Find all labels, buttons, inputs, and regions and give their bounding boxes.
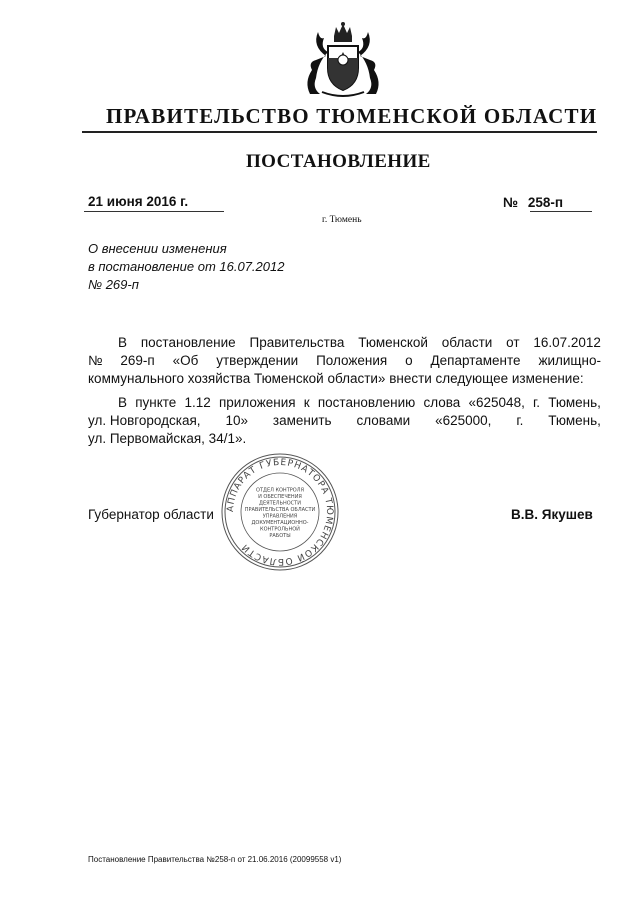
number-value: 258-п [527, 195, 564, 210]
paragraph-line: коммунального хозяйства Тюменской области» внести следующее изменение: [88, 371, 584, 386]
word: Департаменте [430, 353, 521, 368]
word: Тюмень, [548, 395, 601, 410]
seal-ring-text: АППАРАТ ГУБЕРНАТОРА ТЮМЕНСКОЙ ОБЛАСТИ [225, 457, 335, 567]
word: приложения [218, 395, 296, 410]
document-subject [88, 240, 284, 294]
paragraph-line: ул. Первомайская, 34/1». [88, 431, 247, 446]
document-date: 21 июня 2016 г. [88, 194, 189, 209]
seal-center-line: ПРАВИТЕЛЬСТВА ОБЛАСТИ [244, 506, 316, 513]
word: 10» [225, 413, 248, 428]
word: слова [423, 395, 461, 410]
document-number [503, 195, 563, 210]
word: заменить [272, 413, 332, 428]
seal-center-line: ДЕЯТЕЛЬНОСТИ [259, 500, 301, 507]
seal-center-line: РАБОТЫ [269, 532, 291, 539]
word: жилищно- [538, 353, 601, 368]
footer-text: Постановление Правительства №258-п от 21.06.2016 (20099558 v1) [88, 855, 342, 864]
government-title: ПРАВИТЕЛЬСТВО ТЮМЕНСКОЙ ОБЛАСТИ [106, 104, 598, 128]
signer-name: В.В. Якушев [511, 507, 593, 522]
number-underline [530, 211, 592, 212]
word: Тюменской [358, 335, 428, 350]
word: 1.12 [184, 395, 211, 410]
word: ул. Новгородская, [88, 413, 201, 428]
coat-of-arms-emblem [298, 22, 388, 100]
word: к [303, 395, 310, 410]
paragraph-line [88, 352, 601, 370]
word: 16.07.2012 [533, 335, 601, 350]
signer-position: Губернатор области [88, 507, 214, 522]
document-city: г. Тюмень [322, 215, 362, 225]
subject-line: в постановление от 16.07.2012 [88, 259, 285, 274]
official-seal-stamp [220, 452, 340, 572]
word: Правительства [249, 335, 345, 350]
paragraph-line [88, 334, 601, 352]
date-underline [84, 211, 224, 212]
word: № [88, 353, 103, 368]
subject-line: О внесении изменения [88, 241, 227, 256]
body-paragraph-2 [88, 394, 601, 448]
word: г. [533, 395, 541, 410]
word: «625000, [435, 413, 492, 428]
word: области [441, 335, 493, 350]
word: «625048, [468, 395, 525, 410]
word: пункте [135, 395, 177, 410]
word: Тюмень, [548, 413, 601, 428]
word: постановление [140, 335, 236, 350]
word: «Об [172, 353, 199, 368]
word: г. [516, 413, 524, 428]
word: 269-п [120, 353, 155, 368]
word: В [118, 335, 128, 350]
seal-center-line: И ОБЕСПЕЧЕНИЯ [258, 493, 302, 500]
word: Положения [316, 353, 388, 368]
seal-center-line: УПРАВЛЕНИЯ [262, 513, 298, 520]
word: постановлению [317, 395, 416, 410]
seal-center-line: КОНТРОЛЬНОЙ [260, 526, 300, 533]
document-type: ПОСТАНОВЛЕНИЕ [246, 151, 431, 172]
subject-line: № 269-п [88, 277, 139, 292]
word: от [506, 335, 520, 350]
word: о [405, 353, 413, 368]
paragraph-line [88, 394, 601, 412]
seal-center-line: ОТДЕЛ КОНТРОЛЯ [256, 487, 304, 494]
seal-center-line: ДОКУМЕНТАЦИОННО- [251, 519, 309, 526]
body-paragraph-1 [88, 334, 601, 388]
word: утверждении [216, 353, 299, 368]
number-prefix: № [503, 195, 519, 210]
word: В [118, 395, 128, 410]
word: словами [356, 413, 411, 428]
paragraph-line [88, 412, 601, 430]
header-divider [82, 131, 597, 133]
